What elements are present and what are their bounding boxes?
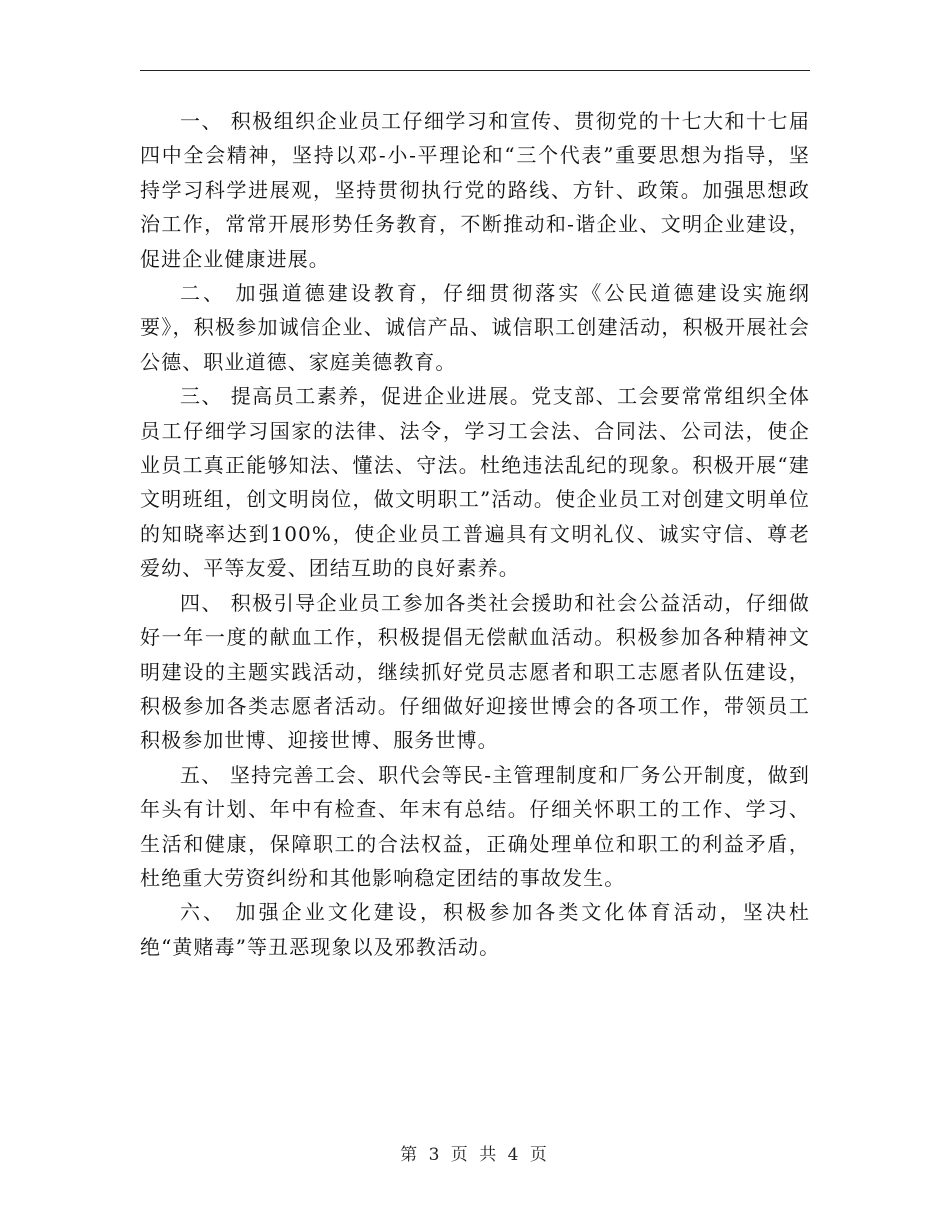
paragraph-5: 五、 坚持完善工会、职代会等民-主管理制度和厂务公开制度，做到年头有计划、年中有检查、年末有总结。仔细关怀职工的工作、学习、生活和健康，保障职工的合法权益，正确处理单位和职工的利益矛盾，杜绝重大劳资纠纷和其他影响稳定团结的事故发生。	[140, 762, 810, 890]
paragraph-4: 四、 积极引导企业员工参加各类社会援助和社会公益活动，仔细做好一年一度的献血工作，积极提倡无偿献血活动。积极参加各种精神文明建设的主题实践活动，继续抓好党员志愿者和职工志愿者队伍建设，积极参加各类志愿者活动。仔细做好迎接世博会的各项工作，带领员工积极参加世博、迎接世博、服务世博。	[140, 590, 810, 753]
paragraph-2: 二、 加强道德建设教育，仔细贯彻落实《公民道德建设实施纲要》，积极参加诚信企业、诚信产品、诚信职工创建活动，积极开展社会公德、职业道德、家庭美德教育。	[140, 281, 810, 374]
header-rule	[140, 70, 810, 71]
page-number-footer: 第 3 页 共 4 页	[400, 1145, 550, 1165]
paragraph-1: 一、 积极组织企业员工仔细学习和宣传、贯彻党的十七大和十七届四中全会精神，坚持以邓-小-平理论和“三个代表”重要思想为指导，坚持学习科学进展观，坚持贯彻执行党的路线、方针、政策。加强思想政治工作，常常开展形势任务教育，不断推动和-谐企业、文明企业建设，促进企业健康进展。	[140, 109, 810, 271]
document-body	[140, 104, 810, 964]
paragraph-3: 三、 提高员工素养，促进企业进展。党支部、工会要常常组织全体员工仔细学习国家的法律、法令，学习工会法、合同法、公司法，使企业员工真正能够知法、懂法、守法。杜绝违法乱纪的现象。积极开展“建文明班组，创文明岗位，做文明职工”活动。使企业员工对创建文明单位的知晓率达到100%，使企业员工普遍具有文明礼仪、诚实守信、尊老爱幼、平等友爱、团结互助的良好素养。	[140, 384, 810, 581]
paragraph-6: 六、 加强企业文化建设，积极参加各类文化体育活动，坚决杜绝“黄赌毒”等丑恶现象以及邪教活动。	[140, 900, 810, 959]
